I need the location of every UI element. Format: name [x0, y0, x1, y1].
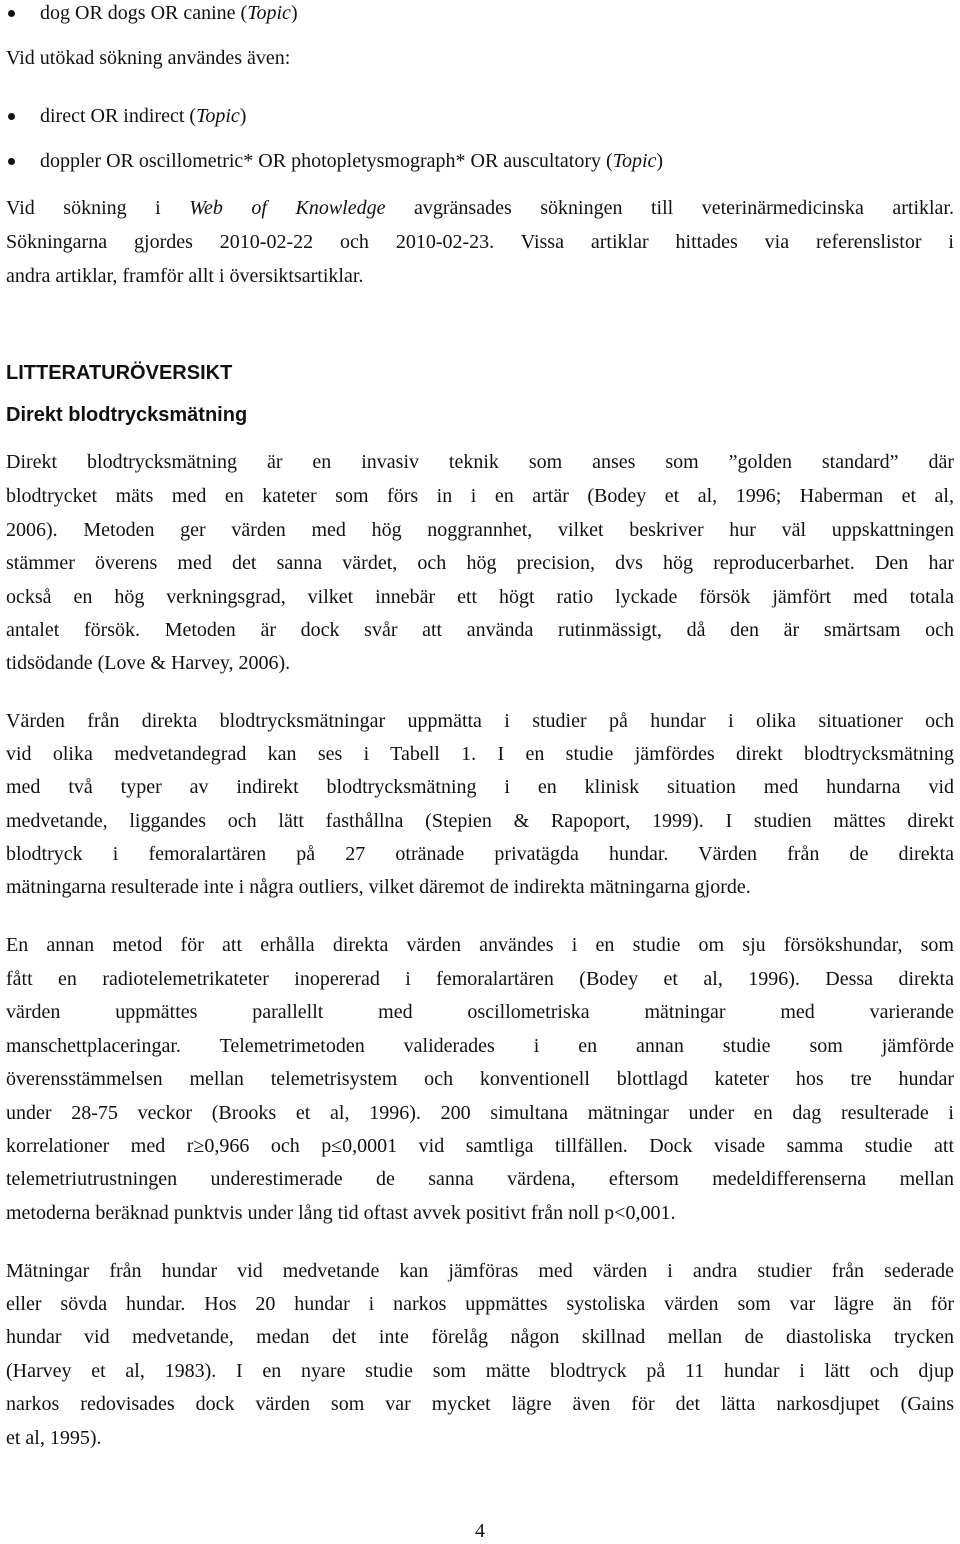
paragraph-line: vid olika medvetandegrad kan ses i Tabell 1. I en studie jämfördes direkt blodtrycksmätning — [6, 743, 954, 765]
paragraph-line: (Harvey et al, 1983). I en nyare studie som mätte blodtryck på 11 hundar i lätt och djup — [6, 1360, 954, 1382]
paragraph-line: under 28-75 veckor (Brooks et al, 1996). 200 simultana mätningar under en dag resulterade i — [6, 1102, 954, 1124]
paragraph-line: mätningarna resulterade inte i några outliers, vilket däremot de indirekta mätningarna gjorde. — [6, 876, 751, 898]
text-run: avgränsades sökningen till veterinärmedicinska artiklar. — [385, 197, 954, 219]
search-term-text: dog OR dogs OR canine ( — [40, 2, 248, 24]
database-name: Web of Knowledge — [189, 197, 386, 219]
search-term-close: ) — [239, 105, 247, 127]
search-term-item — [40, 103, 940, 129]
paragraph-line: Värden från direkta blodtrycksmätningar uppmätta i studier på hundar i olika situationer och — [6, 710, 954, 732]
subsection-heading: Direkt blodtrycksmätning — [6, 404, 248, 426]
text-run: Vid sökning i — [6, 197, 190, 219]
search-term-item — [40, 0, 940, 26]
search-paragraph-line: andra artiklar, framför allt i översiktsartiklar. — [6, 265, 364, 287]
paragraph-line: metoderna beräknad punktvis under lång tid oftast avvek positivt från noll p<0,001. — [6, 1202, 676, 1224]
paragraph-line: telemetriutrustningen underestimerade de sanna värdena, eftersom medeldifferenserna mellan — [6, 1168, 954, 1190]
search-term-item — [40, 148, 940, 174]
search-term-close: ) — [656, 150, 664, 172]
bullet-icon — [8, 10, 15, 17]
paragraph-line: antalet försök. Metoden är dock svår att använda rutinmässigt, då den är smärtsam och — [6, 619, 954, 641]
topic-label: Topic — [247, 2, 291, 24]
search-term-text: doppler OR oscillometric* OR photopletysmograph* OR auscultatory ( — [40, 150, 613, 172]
paragraph-line: blodtryck i femoralartären på 27 otränade privatägda hundar. Värden från de direkta — [6, 843, 954, 865]
paragraph-line: överensstämmelsen mellan telemetrisystem och konventionell blottlagd kateter hos tre hundar — [6, 1068, 954, 1090]
search-term-text: direct OR indirect ( — [40, 105, 197, 127]
paragraph-line: Mätningar från hundar vid medvetande kan jämföras med värden i andra studier från sederade — [6, 1260, 954, 1282]
paragraph-line: En annan metod för att erhålla direkta värden användes i en studie om sju försökshundar, som — [6, 934, 954, 956]
paragraph-line: stämmer överens med det sanna värdet, och hög precision, dvs hög reproducerbarhet. Den har — [6, 552, 954, 574]
paragraph-line: blodtrycket mäts med en kateter som förs in i en artär (Bodey et al, 1996; Haberman et al, — [6, 485, 954, 507]
paragraph-line: eller sövda hundar. Hos 20 hundar i narkos uppmättes systoliska värden som var lägre än för — [6, 1293, 954, 1315]
page-number: 4 — [475, 1520, 485, 1542]
topic-label: Topic — [196, 105, 240, 127]
paragraph-line: Direkt blodtrycksmätning är en invasiv teknik som anses som ”golden standard” där — [6, 451, 954, 473]
bullet-icon — [8, 158, 15, 165]
bullet-icon — [8, 113, 15, 120]
paragraph-line: tidsödande (Love & Harvey, 2006). — [6, 652, 291, 674]
paragraph-line: korrelationer med r≥0,966 och p≤0,0001 vid samtliga tillfällen. Dock visade samma studie att — [6, 1135, 954, 1157]
paragraph-line: medvetande, liggandes och lätt fasthållna (Stepien & Rapoport, 1999). I studien mättes direkt — [6, 810, 954, 832]
search-paragraph-line — [6, 195, 954, 221]
paragraph-line: manschettplaceringar. Telemetrimetoden validerades i en annan studie som jämförde — [6, 1035, 954, 1057]
paragraph-line: fått en radiotelemetrikateter inopererad i femoralartären (Bodey et al, 1996). Dessa direkta — [6, 968, 954, 990]
paragraph-line: et al, 1995). — [6, 1427, 102, 1449]
extended-search-intro: Vid utökad sökning användes även: — [6, 47, 291, 69]
paragraph-line: med två typer av indirekt blodtrycksmätning i en klinisk situation med hundarna vid — [6, 776, 954, 798]
paragraph-line: 2006). Metoden ger värden med hög noggrannhet, vilket beskriver hur väl uppskattningen — [6, 519, 954, 541]
section-heading: LITTERATURÖVERSIKT — [6, 362, 233, 384]
paragraph-line: hundar vid medvetande, medan det inte förelåg någon skillnad mellan de diastoliska trycken — [6, 1326, 954, 1348]
paragraph-line: också en hög verkningsgrad, vilket innebär ett högt ratio lyckade försök jämfört med totala — [6, 586, 954, 608]
paragraph-line: värden uppmättes parallellt med oscillometriska mätningar med varierande — [6, 1001, 954, 1023]
search-paragraph-line: Sökningarna gjordes 2010-02-22 och 2010-02-23. Vissa artiklar hittades via referenslistor i — [6, 231, 954, 253]
paragraph-line: narkos redovisades dock värden som var mycket lägre även för det lätta narkosdjupet (Gains — [6, 1393, 954, 1415]
search-term-close: ) — [290, 2, 298, 24]
topic-label: Topic — [612, 150, 657, 172]
